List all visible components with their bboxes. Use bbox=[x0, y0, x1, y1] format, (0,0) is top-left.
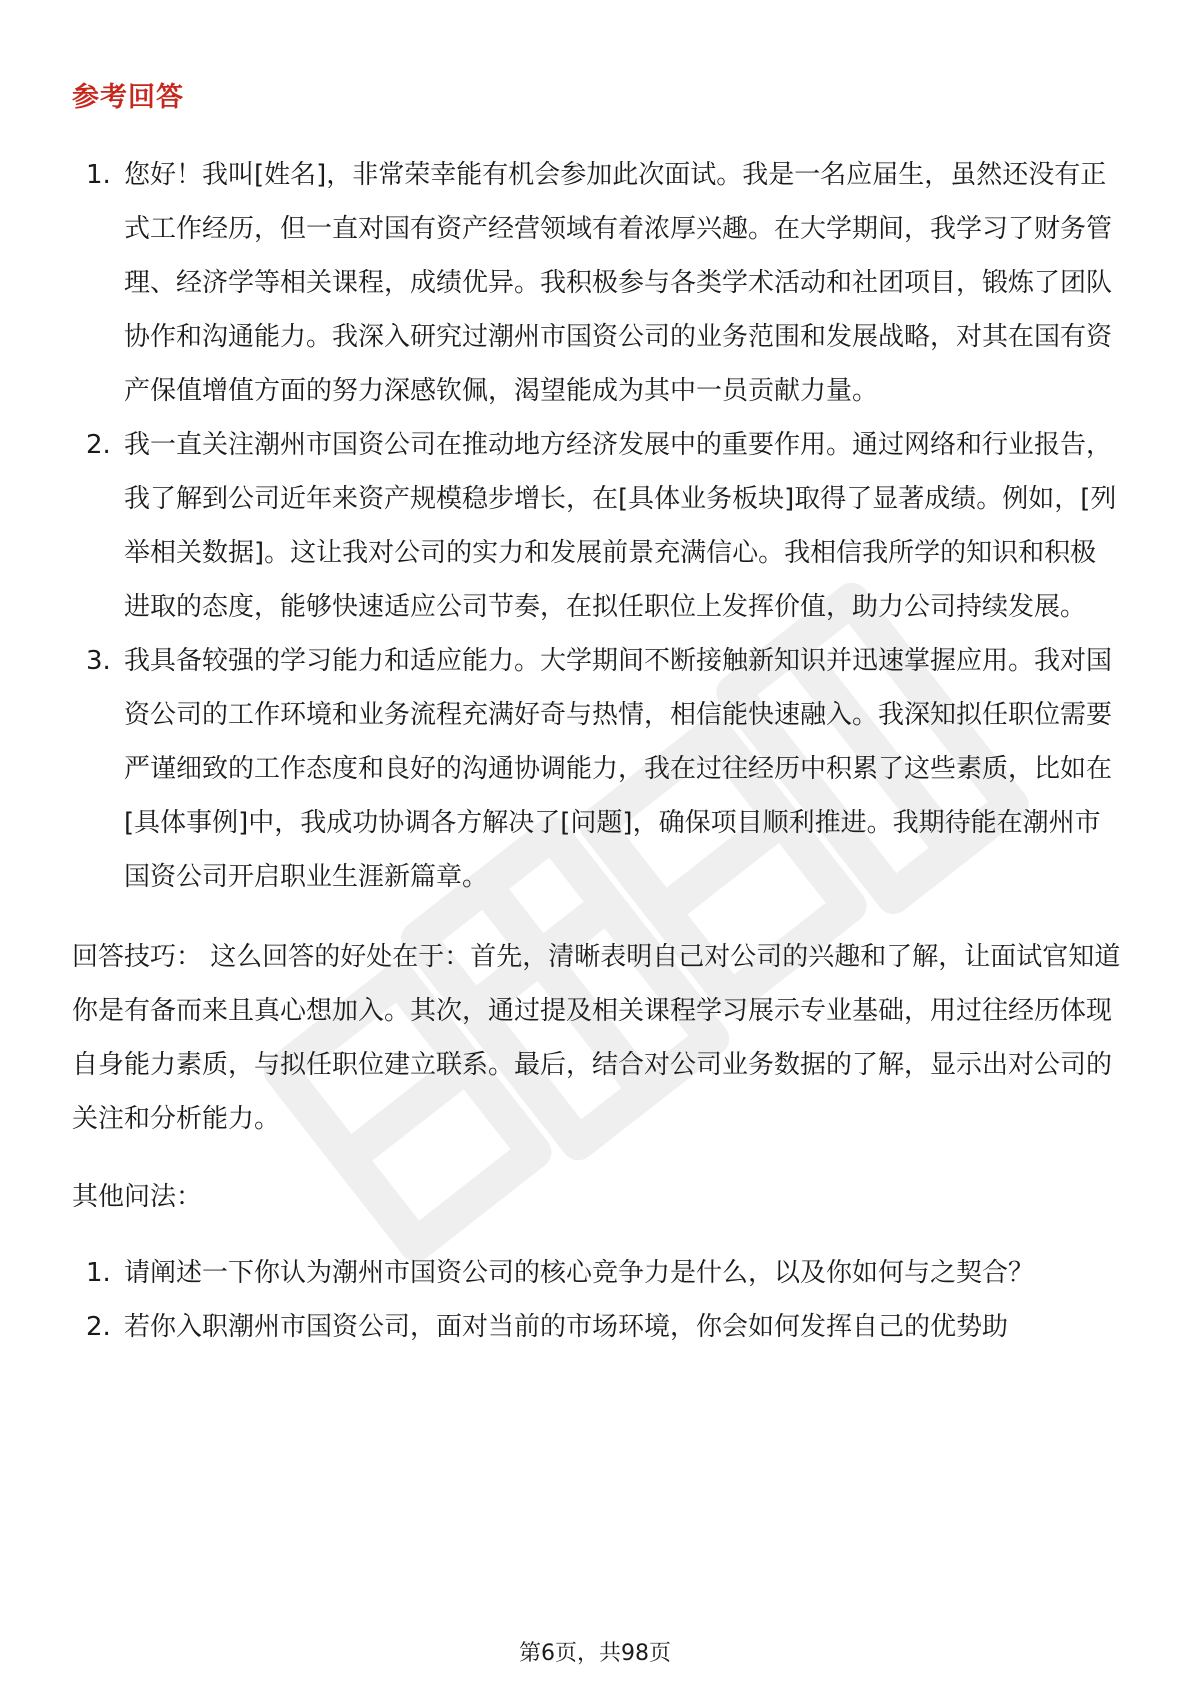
list-item-text: 若你入职潮州市国资公司，面对当前的市场环境，你会如何发挥自己的优势助 bbox=[124, 1312, 1009, 1342]
list-number: 1. bbox=[86, 160, 111, 190]
list-number: 2. bbox=[86, 1312, 111, 1342]
list-item bbox=[72, 1300, 1122, 1354]
other-questions-list bbox=[72, 1246, 1122, 1354]
list-number: 2. bbox=[86, 430, 111, 460]
list-item-text: 请阐述一下你认为潮州市国资公司的核心竞争力是什么，以及你如何与之契合？ bbox=[124, 1258, 1035, 1288]
list-item-text: 我一直关注潮州市国资公司在推动地方经济发展中的重要作用。通过网络和行业报告，我了解到公司近年来资产规模稳步增长，在[具体业务板块]取得了显著成绩。例如，[列举相关数据]。这让我对公司的实力和发展前景充满信心。我相信我所学的知识和积极进取的态度，能够快速适应公司节奏，在拟任职位上发挥价值，助力公司持续发展。 bbox=[124, 430, 1117, 622]
list-item bbox=[72, 418, 1122, 634]
list-item-text: 您好！我叫[姓名]，非常荣幸能有机会参加此次面试。我是一名应届生，虽然还没有正式工作经历，但一直对国有资产经营领域有着浓厚兴趣。在大学期间，我学习了财务管理、经济学等相关课程，成绩优异。我积极参与各类学术活动和社团项目，锻炼了团队协作和沟通能力。我深入研究过潮州市国资公司的业务范围和发展战略，对其在国有资产保值增值方面的努力深感钦佩，渴望能成为其中一员贡献力量。 bbox=[124, 160, 1113, 406]
list-item-text: 我具备较强的学习能力和适应能力。大学期间不断接触新知识并迅速掌握应用。我对国资公司的工作环境和业务流程充满好奇与热情，相信能快速融入。我深知拟任职位需要严谨细致的工作态度和良好的沟通协调能力，我在过往经历中积累了这些素质，比如在[具体事例]中，我成功协调各方解决了[问题]，确保项目顺利推进。我期待能在潮州市国资公司开启职业生涯新篇章。 bbox=[124, 646, 1113, 892]
main-content bbox=[72, 78, 1122, 1354]
page-footer: 第6页，共98页 bbox=[519, 1641, 671, 1666]
list-number: 1. bbox=[86, 1258, 111, 1288]
other-questions-title: 其他问法： bbox=[72, 1182, 203, 1212]
answer-tips: 回答技巧： 这么回答的好处在于：首先，清晰表明自己对公司的兴趣和了解，让面试官知道你是有备而来且真心想加入。其次，通过提及相关课程学习展示专业基础，用过往经历体现自身能力素质，与拟任职位建立联系。最后，结合对公司业务数据的了解，显示出对公司的关注和分析能力。 bbox=[72, 942, 1121, 1134]
list-item bbox=[72, 1246, 1122, 1300]
section-heading: 参考回答 bbox=[72, 82, 184, 113]
list-number: 3. bbox=[86, 646, 111, 676]
list-item bbox=[72, 634, 1122, 904]
list-item bbox=[72, 148, 1122, 418]
answer-list bbox=[72, 148, 1122, 904]
